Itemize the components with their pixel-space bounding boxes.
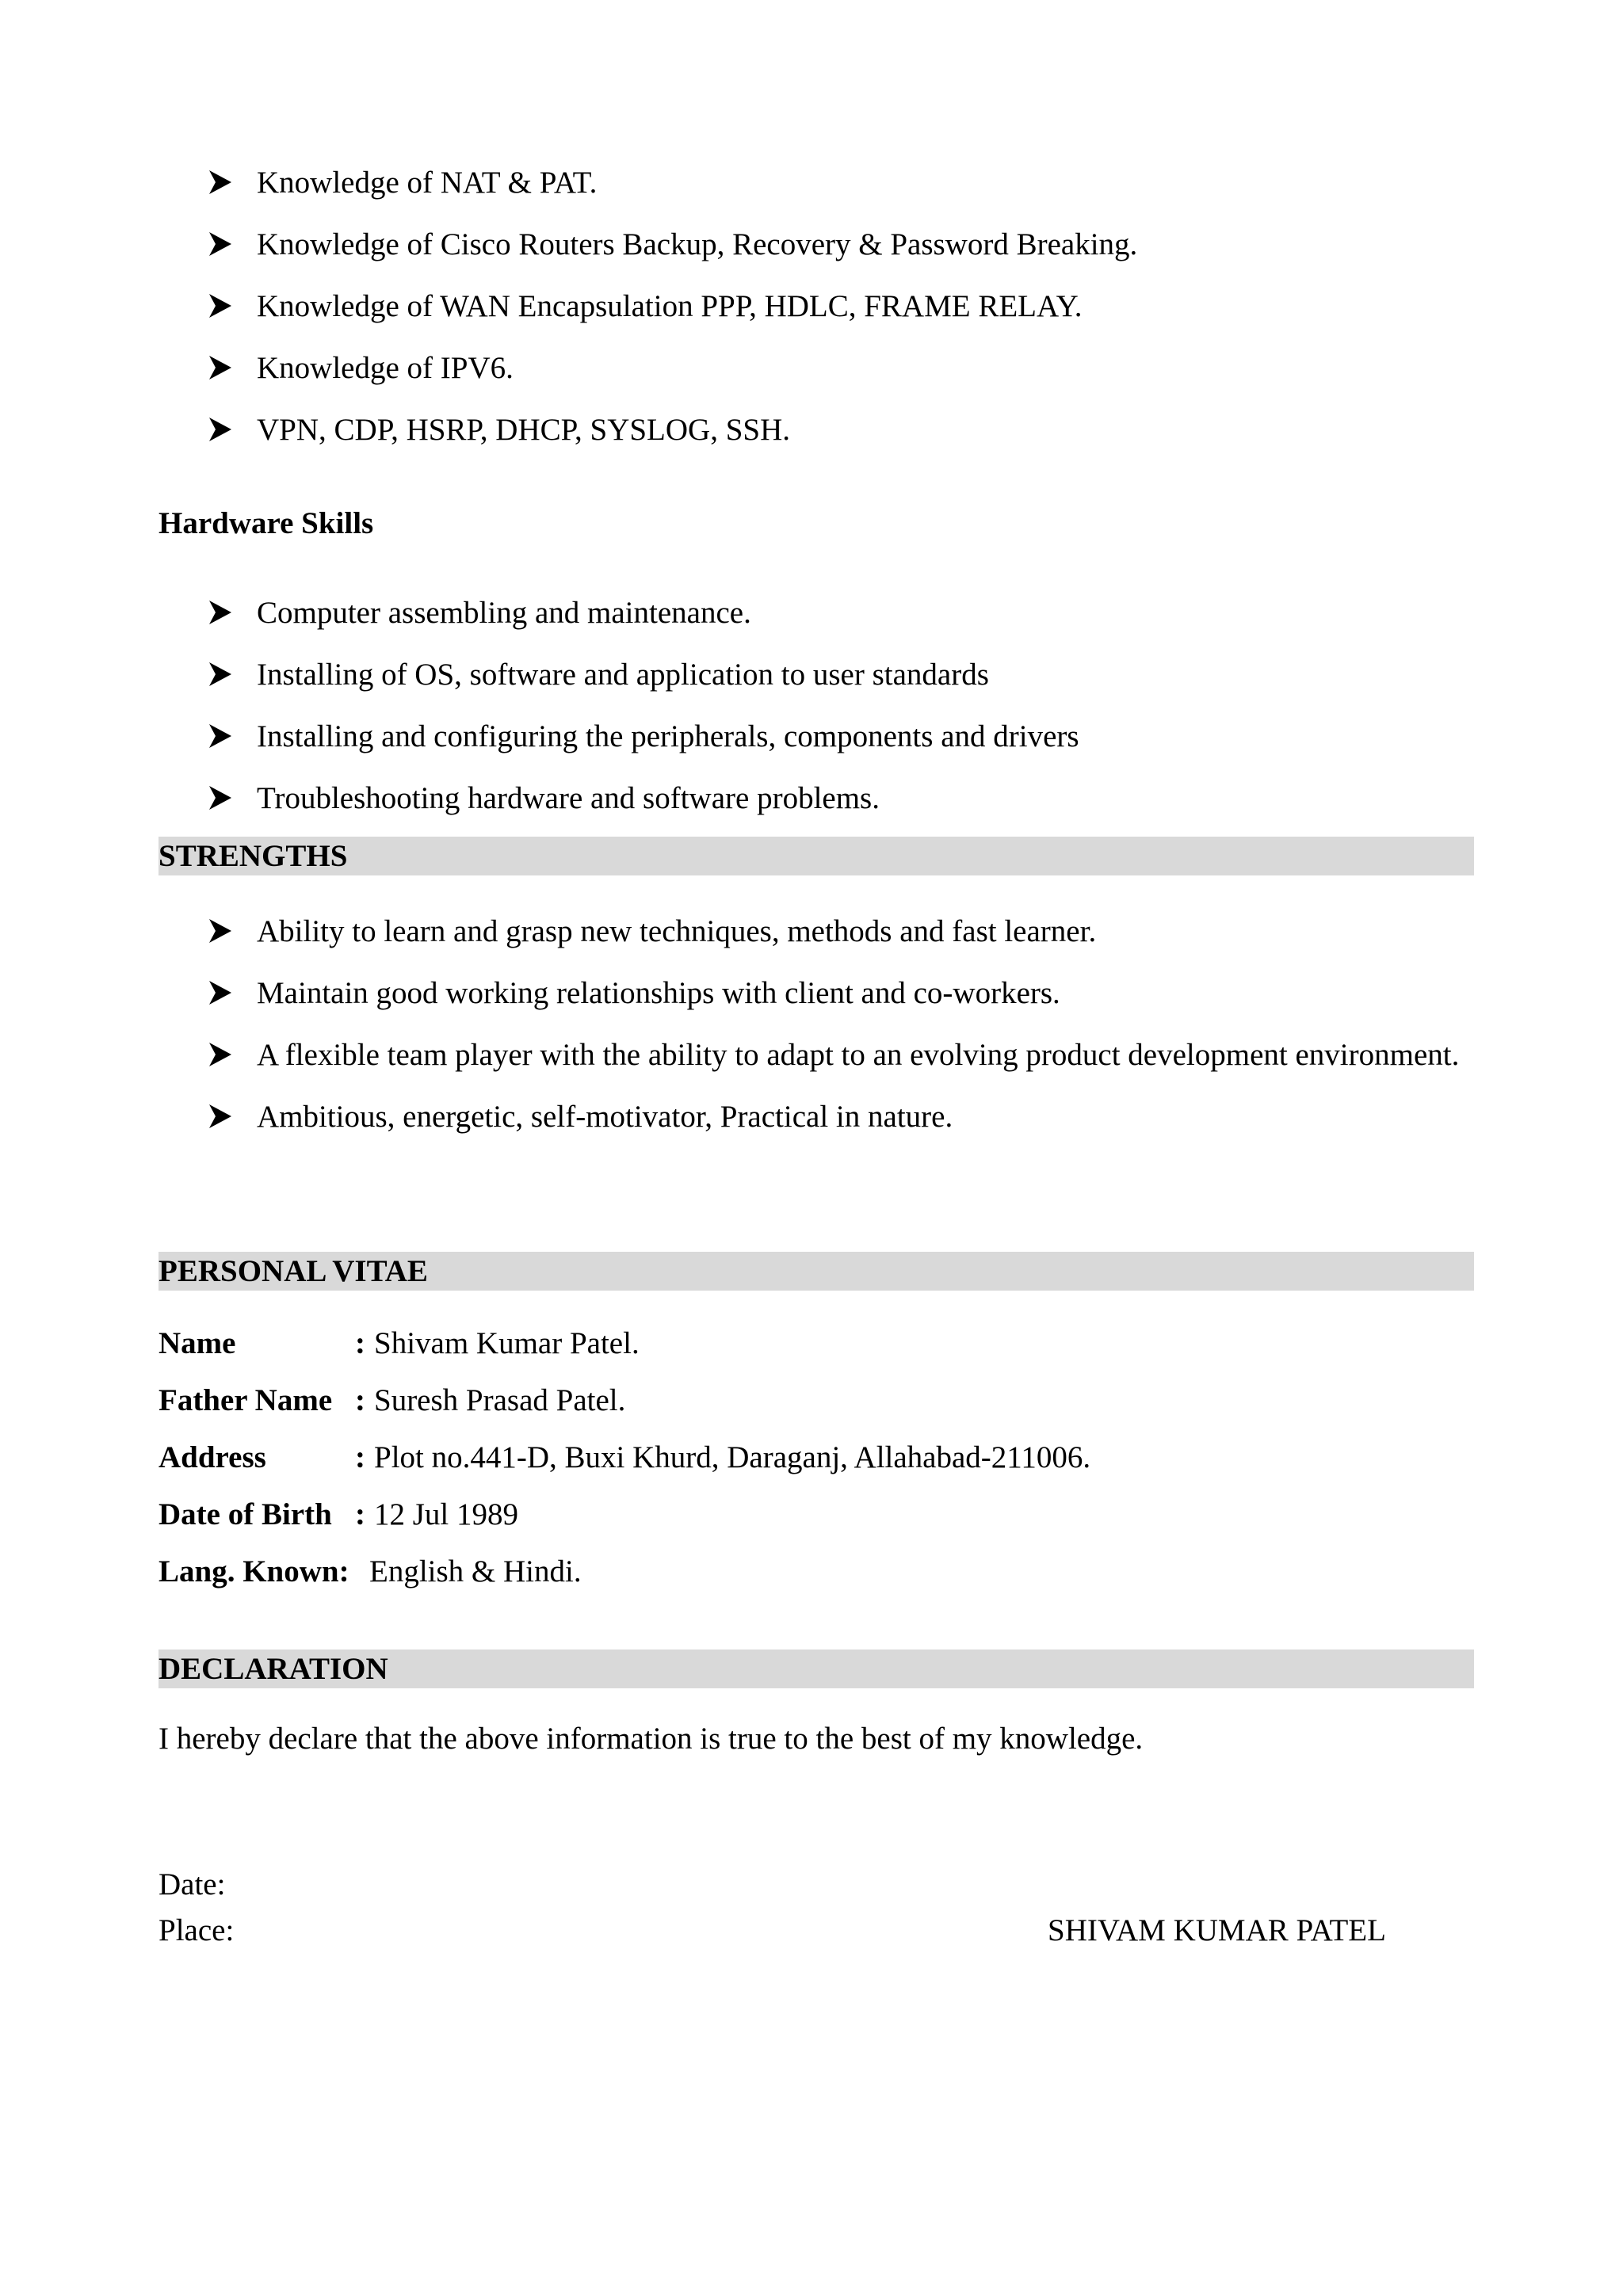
personal-vitae-heading: PERSONAL VITAE xyxy=(158,1254,428,1288)
list-item xyxy=(158,770,1474,826)
detail-value: Plot no.441-D, Buxi Khurd, Daraganj, Allahabad-211006. xyxy=(374,1440,1091,1474)
list-item xyxy=(158,965,1474,1021)
list-item-text: Computer assembling and maintenance. xyxy=(257,596,751,630)
list-item-text: Ability to learn and grasp new techniques, methods and fast learner. xyxy=(257,914,1097,948)
arrowhead-bullet-icon xyxy=(209,402,236,458)
place-label: Place: xyxy=(158,1913,235,1947)
detail-colon: : xyxy=(355,1383,365,1417)
list-item xyxy=(158,708,1474,765)
detail-colon: : xyxy=(355,1326,365,1360)
list-item xyxy=(158,646,1474,703)
detail-colon: : xyxy=(355,1440,365,1474)
arrowhead-bullet-icon xyxy=(209,708,236,765)
detail-row-father-name xyxy=(158,1372,1474,1429)
detail-row-languages xyxy=(158,1543,1474,1600)
list-item xyxy=(158,1089,1474,1145)
list-item xyxy=(158,585,1474,641)
list-item-text: Knowledge of IPV6. xyxy=(257,351,514,385)
arrowhead-bullet-icon xyxy=(209,646,236,703)
list-item-text: VPN, CDP, HSRP, DHCP, SYSLOG, SSH. xyxy=(257,413,790,447)
strengths-section-bar xyxy=(158,837,1474,875)
list-item-text: Ambitious, energetic, self-motivator, Practical in nature. xyxy=(257,1100,953,1134)
arrowhead-bullet-icon xyxy=(209,216,236,273)
list-item xyxy=(158,903,1474,959)
detail-label: Date of Birth xyxy=(158,1497,332,1531)
arrowhead-bullet-icon xyxy=(209,903,236,959)
arrowhead-bullet-icon xyxy=(209,278,236,334)
strengths-list xyxy=(158,903,1474,1150)
list-item-text: Knowledge of Cisco Routers Backup, Recovery & Password Breaking. xyxy=(257,227,1138,261)
networking-skills-list xyxy=(158,154,1474,463)
arrowhead-bullet-icon xyxy=(209,340,236,396)
detail-label: Name xyxy=(158,1326,236,1360)
personal-vitae-section-bar xyxy=(158,1252,1474,1291)
arrowhead-bullet-icon xyxy=(209,585,236,641)
list-item-text: A flexible team player with the ability to adapt to an evolving product development environment. xyxy=(257,1038,1460,1072)
detail-row-address xyxy=(158,1429,1474,1486)
list-item xyxy=(158,278,1474,334)
arrowhead-bullet-icon xyxy=(209,770,236,826)
list-item xyxy=(158,216,1474,273)
list-item-text: Troubleshooting hardware and software problems. xyxy=(257,781,880,815)
hardware-skills-heading: Hardware Skills xyxy=(158,506,374,540)
declaration-section-bar xyxy=(158,1650,1474,1688)
detail-value: English & Hindi. xyxy=(369,1554,582,1589)
declaration-text: I hereby declare that the above information is true to the best of my knowledge. xyxy=(158,1722,1144,1756)
list-item xyxy=(158,1027,1474,1083)
list-item-text: Installing of OS, software and application to user standards xyxy=(257,658,989,692)
list-item-text: Knowledge of NAT & PAT. xyxy=(257,166,598,200)
detail-label: Lang. Known: xyxy=(158,1554,349,1589)
hardware-skills-list xyxy=(158,585,1474,832)
list-item-text: Knowledge of WAN Encapsulation PPP, HDLC, FRAME RELAY. xyxy=(257,289,1083,323)
detail-label: Father Name xyxy=(158,1383,333,1417)
arrowhead-bullet-icon xyxy=(209,1027,236,1083)
list-item xyxy=(158,340,1474,396)
signature-name: SHIVAM KUMAR PATEL xyxy=(1048,1913,1386,1947)
list-item xyxy=(158,402,1474,458)
detail-value: 12 Jul 1989 xyxy=(374,1497,519,1531)
detail-label: Address xyxy=(158,1440,266,1474)
personal-details xyxy=(158,1315,1474,1600)
list-item-text: Installing and configuring the peripherals, components and drivers xyxy=(257,719,1079,753)
detail-colon: : xyxy=(355,1497,365,1531)
detail-row-name xyxy=(158,1315,1474,1372)
list-item-text: Maintain good working relationships with client and co-workers. xyxy=(257,976,1060,1010)
detail-row-date-of-birth xyxy=(158,1486,1474,1543)
detail-value: Shivam Kumar Patel. xyxy=(374,1326,640,1360)
date-label: Date: xyxy=(158,1867,226,1901)
arrowhead-bullet-icon xyxy=(209,154,236,211)
strengths-heading: STRENGTHS xyxy=(158,839,348,873)
declaration-heading: DECLARATION xyxy=(158,1652,388,1686)
list-item xyxy=(158,154,1474,211)
arrowhead-bullet-icon xyxy=(209,1089,236,1145)
arrowhead-bullet-icon xyxy=(209,965,236,1021)
detail-value: Suresh Prasad Patel. xyxy=(374,1383,626,1417)
